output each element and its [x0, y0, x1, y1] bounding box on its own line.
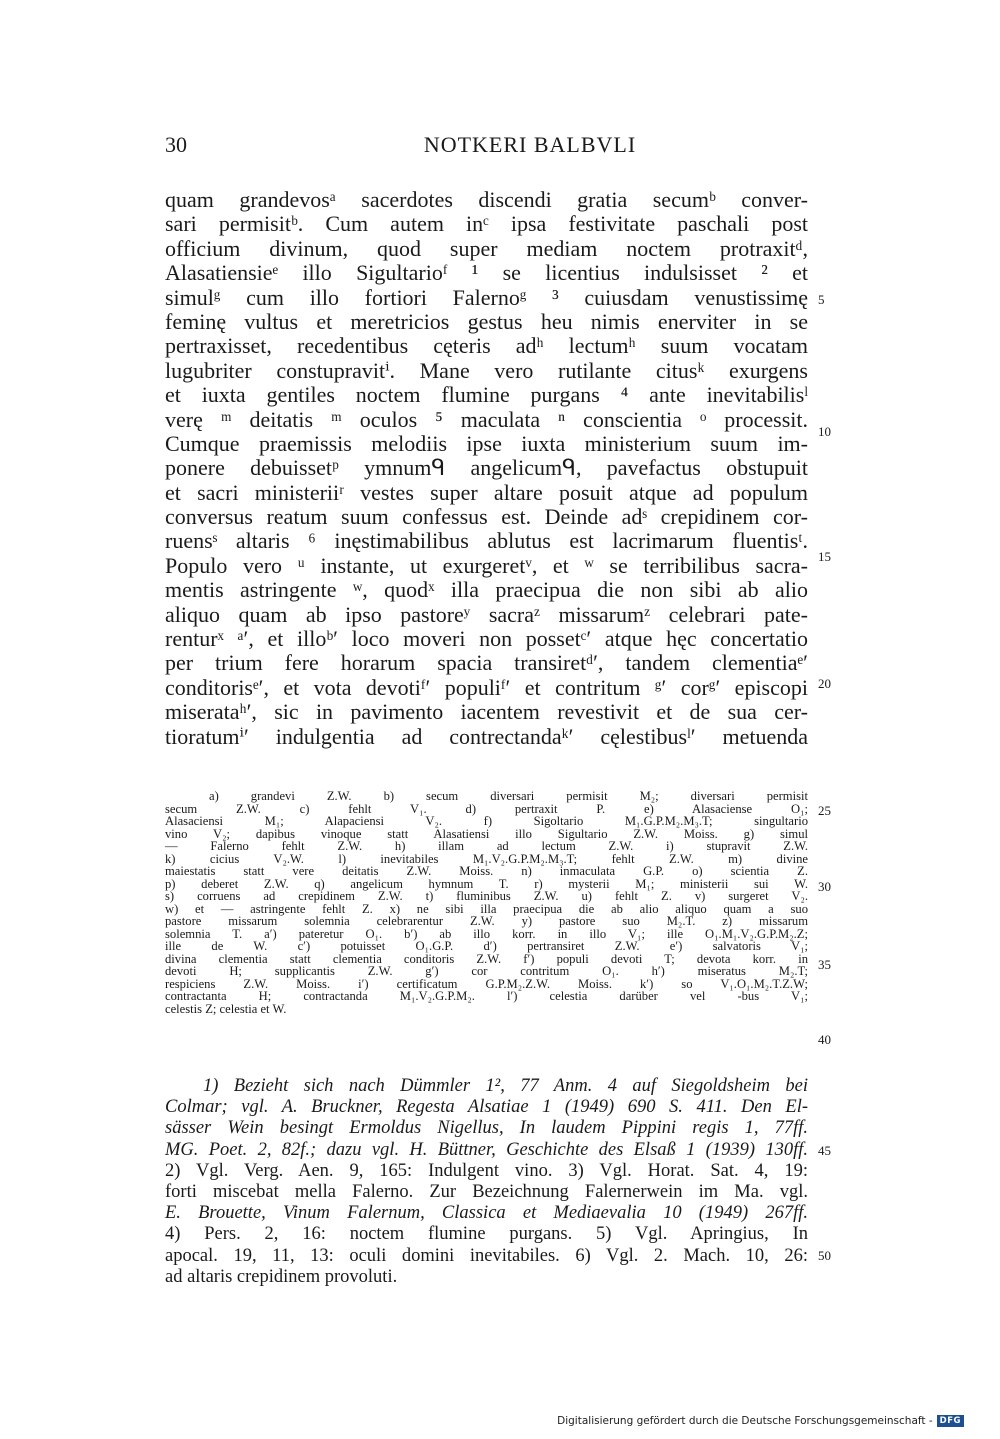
text-line: officium divinum, quod super mediam noctem protraxitᵈ, — [165, 235, 808, 261]
apparatus-line: w) et — astringente fehlt Z. x) ne sibi illa praecipua die ab alio aliquo quam a suo — [165, 901, 808, 916]
text-line: Cumque praemissis melodiis ipse iuxta ministerium suum im- — [165, 430, 808, 456]
apparatus-line: respiciens Z.W. Moiss. i′) certificatum G.P.M₂.Z.W. Moiss. k′) so V₁.O₁.M₂.T.Z.W; — [165, 976, 808, 991]
text-line: mentis astringente ʷ, quodˣ illa praecipua die non sibi ab alio — [165, 577, 808, 603]
line-number: 25 — [818, 803, 831, 818]
apparatus-line: maiestatis statt vere deitatis Z.W. Moiss. n) inmaculata G.P. o) scientia Z. — [165, 864, 808, 878]
footnote-line: E. Brouette, Vinum Falernum, Classica et Mediaevalia 10 (1949) 267ff. — [165, 1203, 808, 1224]
critical-apparatus — [165, 790, 808, 1015]
footnote-line: 4) Pers. 2, 16: noctem flumine purgans. 5) Vgl. Apringius, In — [165, 1224, 808, 1245]
apparatus-line: divina clementia statt clementia conditoris Z.W. f′) populi devoti T; devota korr. in — [165, 951, 808, 966]
credit-text: Digitalisierung gefördert durch die Deutsche Forschungsgemeinschaft - — [557, 1415, 933, 1427]
text-line: sari permisitᵇ. Cum autem inᶜ ipsa festivitate paschali post — [165, 211, 808, 237]
text-line: miserataʰ′, sic in pavimento iacentem revestivit et de sua cer- — [165, 699, 808, 725]
apparatus-line: contractanta H; contractanda M₁.V₂.G.P.M₂. l′) celestia darüber vel -bus V₁; — [165, 989, 808, 1003]
text-line: ruensˢ altaris ⁶ inęstimabilibus ablutus est lacrimarum fluentisᵗ. — [165, 528, 808, 554]
footnote-line: apocal. 19, 11, 13: oculi domini inevitabiles. 6) Vgl. 2. Mach. 10, 26: — [165, 1245, 808, 1266]
footnote-line: Colmar; vgl. A. Bruckner, Regesta Alsatiae 1 (1949) 690 S. 411. Den El- — [165, 1097, 808, 1118]
apparatus-line: vino V₂; dapibus vinoque statt Alasatiensi illo Sigultario Z.W. Moiss. g) simul — [165, 826, 808, 841]
text-line: Alasatiensieᵉ illo Sigultarioᶠ ¹ se licentius indulsisset ² et — [165, 260, 808, 286]
text-line: et sacri ministeriiʳ vestes super altare posuit atque ad populum — [165, 479, 808, 505]
apparatus-line: k) cicius V₂.W. l) inevitabiles M₁.V₂.G.P.M₂.M₃.T; fehlt Z.W. m) divine — [165, 851, 808, 866]
footnote-line: sässer Wein besingt Ermoldus Nigellus, In laudem Pippini regis 1, 77ff. — [165, 1118, 808, 1139]
apparatus-line: p) deberet Z.W. q) angelicum hymnum T. r) mysterii M₁; ministerii sui W. — [165, 876, 808, 891]
line-number: 50 — [818, 1248, 831, 1263]
apparatus-line: pastore missarum solemnia celebrarentur Z.W. y) pastore suo M₂.T. z) missarum — [165, 914, 808, 928]
main-text — [165, 188, 808, 749]
apparatus-line: celestis Z; celestia et W. — [165, 1001, 287, 1016]
text-line: tioratumⁱ′ indulgentia ad contrectandaᵏ′ cęlestibusˡ′ metuenda — [165, 723, 808, 749]
footnote-line: MG. Poet. 2, 82f.; dazu vgl. H. Büttner, Geschichte des Elsaß 1 (1939) 130ff. — [165, 1139, 808, 1160]
apparatus-line: a) grandevi Z.W. b) secum diversari permisit M₂; diversari permisit — [209, 789, 808, 803]
line-number: 30 — [818, 879, 831, 894]
footnote-line: ad altaris crepidinem provoluti. — [165, 1266, 398, 1287]
line-number: 35 — [818, 957, 831, 972]
apparatus-line: — Falerno fehlt Z.W. h) illam ad lectum Z.W. i) stupravit Z.W. — [165, 839, 808, 853]
line-number: 15 — [818, 549, 831, 564]
text-line: et iuxta gentiles noctem flumine purgans ⁴ ante inevitabilisˡ — [165, 382, 808, 408]
text-line: aliquo quam ab ipso pastoreʸ sacraᶻ missarumᶻ celebrari pate- — [165, 601, 808, 627]
line-number: 5 — [818, 292, 825, 307]
apparatus-line: Alasaciensi M₁; Alapaciensi V₂. f) Sigoltario M₁.G.P.M₂.M₃.T; singultario — [165, 814, 808, 828]
text-line: lugubriter constupravitⁱ. Mane vero rutilante citusᵏ exurgens — [165, 357, 808, 383]
line-number: 40 — [818, 1032, 831, 1047]
apparatus-line: devoti H; supplicantis Z.W. g′) cor contritum O₁. h′) miseratus M₂.T; — [165, 964, 808, 978]
text-line: quam grandevosᵃ sacerdotes discendi gratia secumᵇ conver- — [165, 187, 808, 212]
text-line: Populo vero ᵘ instante, ut exurgeretᵛ, et ʷ se terribilibus sacra- — [165, 552, 808, 578]
apparatus-line: ille de W. c′) potuisset O₁.G.P. d′) pertransiret Z.W. e′) salvatoris V₁; — [165, 939, 808, 953]
digitization-credit — [557, 1415, 964, 1427]
line-number: 45 — [818, 1143, 831, 1158]
line-number: 10 — [818, 424, 831, 439]
text-line: per trium fere horarum spacia transiretᵈ′, tandem clementiaᵉ′ — [165, 650, 808, 676]
text-line: simulᵍ cum illo fortiori Falernoᵍ ³ cuiusdam venustissimę — [165, 284, 808, 310]
footnotes — [165, 1076, 808, 1288]
footnote-line: 1) Bezieht sich nach Dümmler 1², 77 Anm. 4 auf Siegoldsheim bei — [203, 1076, 808, 1096]
running-title: NOTKERI BALBVLI — [423, 132, 637, 157]
text-line: verę ᵐ deitatis ᵐ oculos ⁵ maculata ⁿ conscientia ᵒ processit. — [165, 406, 808, 432]
apparatus-line: secum Z.W. c) fehlt V₁. d) pertraxit P. e) Alasaciense O₁; — [165, 801, 808, 816]
text-line: ponere debuissetᵖ ymnumᑫ angelicumᑫ, pavefactus obstupuit — [165, 455, 808, 481]
dfg-logo: DFG — [937, 1415, 964, 1427]
text-line: pertraxisset, recedentibus cęteris adʰ lectumʰ suum vocatam — [165, 333, 808, 359]
line-number: 20 — [818, 676, 831, 691]
text-line: conditorisᵉ′, et vota devotiᶠ′ populiᶠ′ et contritum ᵍ′ corᵍ′ episcopi — [165, 674, 808, 700]
footnote-line: 2) Vgl. Verg. Aen. 9, 165: Indulgent vino. 3) Vgl. Horat. Sat. 4, 19: — [165, 1160, 808, 1181]
apparatus-line: solemnia T. a′) pateretur O₁. b′) ab illo korr. in illo V₁; ille O₁.M₁.V₂.G.P.M₂.Z; — [165, 926, 808, 941]
footnote-line: forti miscebat mella Falerno. Zur Bezeichnung Falernerwein im Ma. vgl. — [165, 1181, 808, 1202]
text-line: conversus reatum suum confessus est. Deinde adˢ crepidinem cor- — [165, 504, 808, 530]
text-line: feminę vultus et meretricios gestus heu nimis enerviter in se — [165, 308, 808, 334]
page-number: 30 — [165, 132, 187, 157]
text-line: renturˣ ᵃ′, et illoᵇ′ loco moveri non possetᶜ′ atque hęc concertatio — [165, 626, 808, 652]
apparatus-line: s) corruens ad crepidinem Z.W. t) fluminibus Z.W. u) fehlt Z. v) surgeret V₂. — [165, 889, 808, 903]
